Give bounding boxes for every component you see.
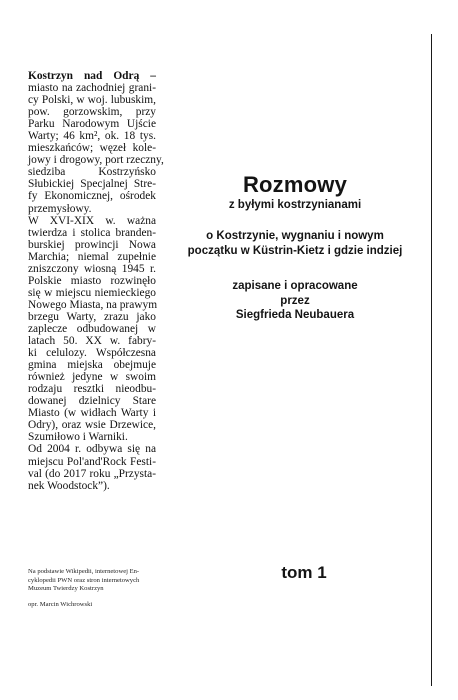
sidebar-line: brzegu Warty, zrazu jako — [28, 310, 156, 323]
sidebar-line: Odry), oraz wsie Drzewice, — [28, 419, 156, 432]
sidebar-line: miasto na zachodniej grani- — [28, 82, 156, 95]
sidebar-line: Od 2004 r. odbywa się na — [28, 443, 156, 456]
description-line: o Kostrzynie, wygnaniu i nowym — [206, 230, 384, 242]
sidebar-line: Marchia; niemal zupełnie — [28, 250, 156, 263]
source-note-line: Na podstawie Wikipedii, internetowej En- — [28, 568, 140, 575]
sidebar-line: fy Ekonomicznej, ośrodek — [28, 190, 156, 203]
sidebar-line: Nowego Miasta, na prawym — [28, 298, 158, 311]
sidebar-line: zaplecze odbudowanej w — [28, 322, 156, 335]
sidebar-line: burskiej prowincji Nowa — [28, 238, 156, 251]
description-line: początku w Küstrin-Kietz i gdzie indziej — [187, 244, 403, 257]
sidebar-line: się w miejscu niemieckiego — [28, 286, 156, 299]
sidebar-line: miejscu Pol'and'Rock Festi- — [28, 455, 156, 468]
book-title: Rozmowy — [242, 172, 348, 197]
sidebar-description — [28, 70, 164, 492]
sidebar-line: latach 50. XX w. fabry- — [28, 335, 156, 348]
sidebar-line: ki celulozy. Współczesna — [28, 347, 156, 360]
sidebar-line: W XVI-XIX w. ważna — [28, 214, 156, 227]
sidebar-line: dowanej dzielnicy Stare — [28, 395, 156, 408]
sidebar-line: również jedyne w swoim — [28, 371, 156, 384]
sidebar-line: Szumiłowo i Warniki. — [28, 431, 128, 444]
sidebar-line: rodzaju resztki nieodbu- — [28, 383, 156, 396]
author-note: opr. Marcin Wichrowski — [28, 601, 93, 608]
sidebar-line: val (do 2017 roku „Przysta- — [28, 467, 156, 480]
credit-line: przez — [280, 294, 310, 307]
sidebar-line: nek Woodstock”). — [28, 479, 110, 492]
page-edge-rule — [431, 34, 432, 686]
sidebar-line: gmina miejska obejmuje — [28, 359, 156, 372]
sidebar-line: zniszczony wiosną 1945 r. — [28, 262, 156, 275]
book-subtitle: z byłymi kostrzynianami — [228, 199, 362, 211]
source-note — [28, 568, 160, 594]
sidebar-line: jowy i drogowy, port rzeczny, — [28, 154, 164, 167]
sidebar-line: Słubickiej Specjalnej Stre- — [28, 178, 156, 191]
sidebar-line: siedziba Kostrzyńsko — [28, 166, 156, 179]
sidebar-line: Miasto (w widłach Warty i — [28, 407, 156, 420]
sidebar-line: mieszkańców; węzeł kole- — [28, 142, 156, 155]
sidebar-line: Parku Narodowym Ujście — [28, 118, 156, 131]
credit-line: zapisane i opracowane — [232, 280, 358, 292]
sidebar-line: przemysłowy. — [28, 202, 92, 215]
sidebar-line: twierdza i stolica branden- — [28, 226, 156, 239]
sidebar-line: Warty; 46 km², ok. 18 tys. — [28, 130, 156, 143]
sidebar-line: Polskie miasto rozwinęło — [28, 274, 156, 287]
book-description — [162, 229, 428, 258]
source-note-line: cyklopedii PWN oraz stron internetowych — [28, 576, 140, 584]
book-credit — [162, 279, 428, 323]
credit-author: Siegfrieda Neubauera — [235, 309, 355, 321]
sidebar-heading-line: Kostrzyn nad Odrą – — [28, 70, 156, 82]
volume-label: tom 1 — [281, 563, 327, 582]
sidebar-line: pow. gorzowskim, przy — [28, 106, 156, 119]
sidebar-line: cy Polski, w woj. lubuskim, — [28, 94, 156, 107]
source-note-line: Muzeum Twierdzy Kostrzyn — [28, 585, 104, 593]
